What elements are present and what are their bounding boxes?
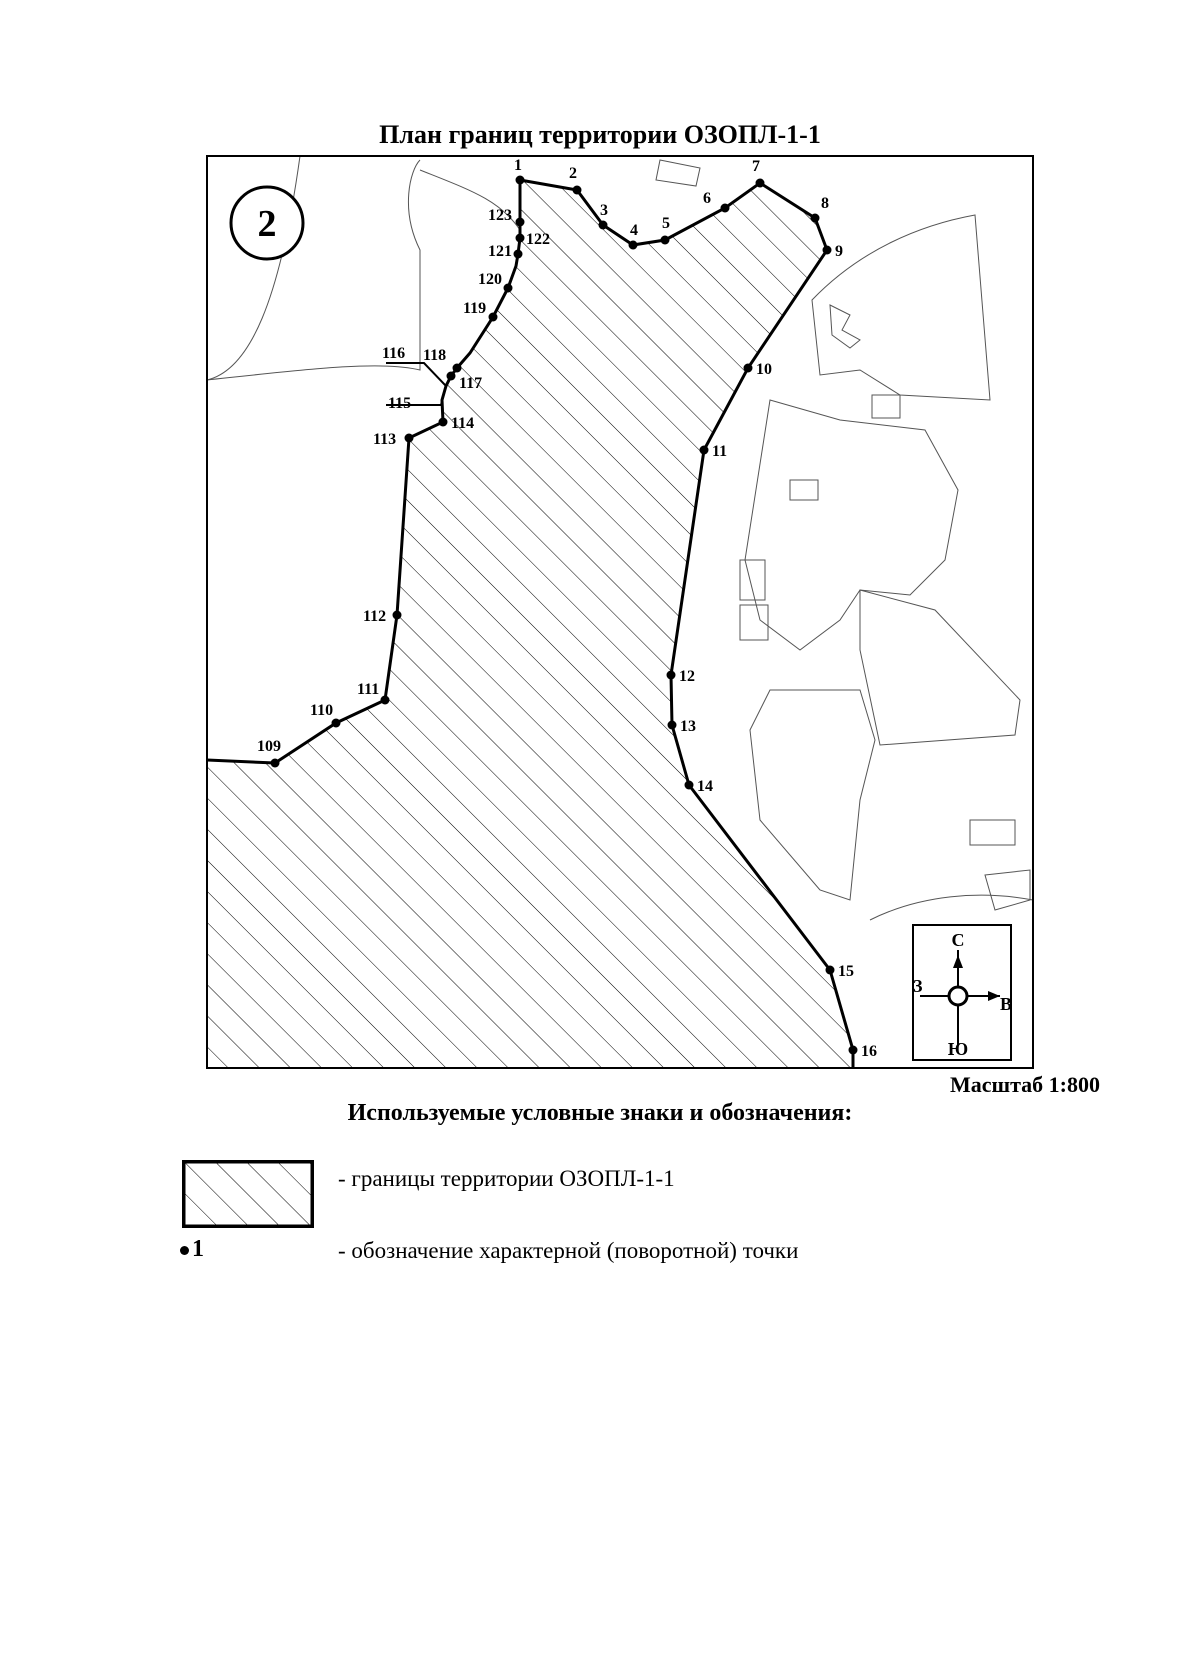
boundary-point-label-3: 3: [600, 202, 608, 219]
boundary-point-119: [489, 313, 498, 322]
boundary-point-label-9: 9: [835, 243, 843, 260]
parcel-outline: [970, 820, 1015, 845]
boundary-point-113: [405, 434, 414, 443]
boundary-point-2: [573, 186, 582, 195]
parcel-outline: [872, 395, 900, 418]
parcel-outline: [750, 690, 875, 900]
boundary-point-label-119: 119: [463, 300, 487, 317]
compass-rose: [913, 925, 1012, 1060]
boundary-point-label-13: 13: [680, 718, 696, 735]
compass-west: З: [913, 976, 923, 996]
parcel-outline: [870, 895, 1033, 920]
boundary-point-4: [629, 241, 638, 250]
boundary-point-8: [811, 214, 820, 223]
boundary-point-label-112: 112: [363, 608, 387, 625]
boundary-point-114: [439, 418, 448, 427]
boundary-point-112: [393, 611, 402, 620]
boundary-point-label-16: 16: [861, 1043, 877, 1060]
boundary-point-7: [756, 179, 765, 188]
boundary-point-16: [849, 1046, 858, 1055]
boundary-point-122: [516, 234, 525, 243]
parcel-outline: [860, 590, 1020, 745]
sheet-number: 2: [257, 203, 277, 245]
boundary-point-14: [685, 781, 694, 790]
boundary-point-label-12: 12: [679, 668, 695, 685]
parcel-outline: [790, 480, 818, 500]
boundary-point-label-8: 8: [821, 195, 829, 212]
boundary-point-15: [826, 966, 835, 975]
compass-north: С: [951, 930, 965, 950]
boundary-point-label-6: 6: [703, 190, 711, 207]
parcel-outline: [656, 160, 700, 186]
boundary-point-label-122: 122: [526, 231, 550, 248]
boundary-point-label-109: 109: [257, 738, 281, 755]
boundary-point-label-11: 11: [712, 443, 728, 460]
legend-item-hatch-text: - границы территории ОЗОПЛ-1-1: [338, 1166, 675, 1191]
legend-hatch-swatch: [182, 1160, 314, 1228]
boundary-point-label-110: 110: [310, 702, 334, 719]
legend-point-number: 1: [192, 1236, 204, 1262]
boundary-point-label-4: 4: [630, 222, 638, 239]
boundary-point-label-116: 116: [382, 345, 406, 362]
sheet-number-badge: [231, 187, 303, 259]
territory-area-hatched: [207, 180, 853, 1068]
boundary-point-123: [516, 218, 525, 227]
boundary-point-label-10: 10: [756, 361, 772, 378]
boundary-point-10: [744, 364, 753, 373]
compass-south: Ю: [947, 1039, 969, 1059]
boundary-point-label-115: 115: [388, 395, 412, 412]
boundary-point-111: [381, 696, 390, 705]
legend-title: Используемые условные знаки и обозначения:: [347, 1100, 853, 1126]
boundary-point-120: [504, 284, 513, 293]
legend-point-symbol: [180, 1236, 204, 1263]
boundary-point-117: [447, 372, 456, 381]
boundary-point-label-123: 123: [488, 207, 512, 224]
boundary-point-label-14: 14: [697, 778, 713, 795]
boundary-point-label-7: 7: [752, 158, 760, 175]
boundary-point-label-113: 113: [373, 431, 397, 448]
boundary-point-12: [667, 671, 676, 680]
boundary-point-109: [271, 759, 280, 768]
parcel-outline: [830, 305, 860, 348]
compass-east: В: [1000, 994, 1013, 1014]
boundary-point-13: [668, 721, 677, 730]
parcel-outline: [985, 870, 1030, 910]
parcel-outline: [740, 560, 765, 600]
point-dot-icon: [180, 1246, 189, 1255]
parcel-outline: [745, 400, 958, 650]
boundary-point-label-111: 111: [357, 681, 380, 698]
boundary-point-6: [721, 204, 730, 213]
boundary-point-11: [700, 446, 709, 455]
boundary-point-3: [599, 221, 608, 230]
boundary-point-label-1: 1: [514, 157, 522, 174]
boundary-point-118: [453, 364, 462, 373]
map-title: План границ территории ОЗОПЛ-1-1: [379, 120, 821, 149]
scale-label: Масштаб 1:800: [949, 1072, 1100, 1097]
boundary-point-110: [332, 719, 341, 728]
boundary-point-label-117: 117: [459, 375, 483, 392]
boundary-point-label-121: 121: [488, 243, 512, 260]
boundary-point-5: [661, 236, 670, 245]
boundary-point-label-5: 5: [662, 215, 670, 232]
boundary-point-label-2: 2: [569, 165, 577, 182]
boundary-point-1: [516, 176, 525, 185]
boundary-point-label-15: 15: [838, 963, 854, 980]
boundary-point-label-120: 120: [478, 271, 502, 288]
boundary-point-121: [514, 250, 523, 259]
boundary-point-label-118: 118: [423, 347, 447, 364]
boundary-point-label-114: 114: [451, 415, 475, 432]
boundary-point-9: [823, 246, 832, 255]
legend-item-point-text: - обозначение характерной (поворотной) точки: [338, 1238, 799, 1263]
